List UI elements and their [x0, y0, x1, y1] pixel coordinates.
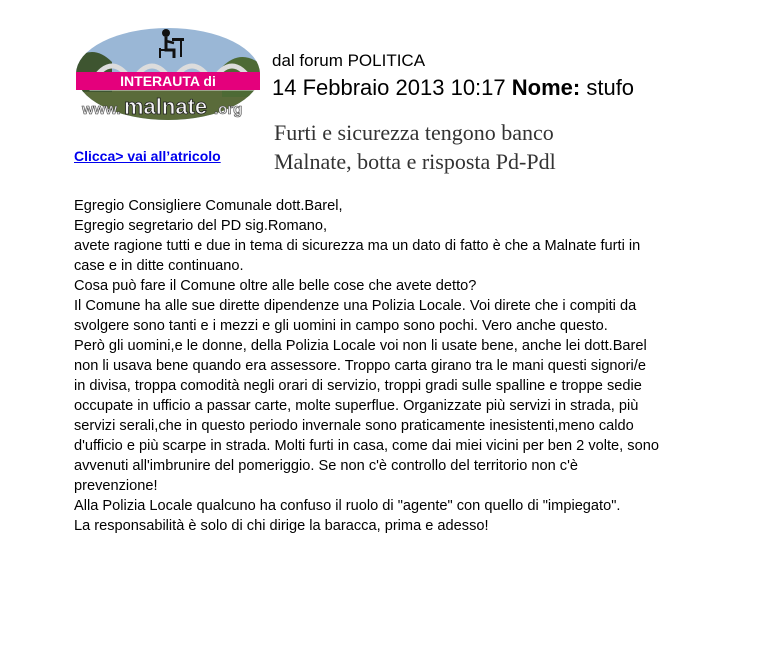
post-dateline: [272, 74, 634, 102]
body-line: servizi serali,che in questo periodo invernale sono praticamente inesistenti,meno caldo: [74, 418, 634, 434]
body-line: avete ragione tutti e due in tema di sicurezza ma un dato di fatto è che a Malnate furti in: [74, 238, 641, 254]
logo-site-prefix: www.: [82, 101, 121, 118]
body-line: Egregio Consigliere Comunale dott.Barel,: [74, 198, 343, 214]
body-line: Egregio segretario del PD sig.Romano,: [74, 218, 328, 234]
body-line: occupate in ufficio a passar carte, molte superflue. Organizzate più servizi in strada, più: [74, 398, 639, 414]
headline-line: Furti e sicurezza tengono banco: [274, 120, 554, 145]
headline-line: Malnate, botta e risposta Pd-Pdl: [274, 149, 556, 174]
body-line: non li usava bene quando era assessore. Troppo carta girano tra le mani questi signori/e: [74, 358, 646, 374]
body-line: Però gli uomini,e le donne, della Polizia Locale voi non li usate bene, anche lei dott.Barel: [74, 338, 647, 354]
body-line: avvenuti all'imbrunire del pomeriggio. Se non c'è controllo del territorio non c'è: [74, 458, 579, 474]
article-headline: [274, 118, 556, 176]
post-date: 14 Febbraio 2013 10:17: [272, 75, 506, 100]
body-line: prevenzione!: [74, 478, 158, 494]
body-line: La responsabilità è solo di chi dirige la baracca, prima e adesso!: [74, 518, 489, 534]
body-line: case e in ditte continuano.: [74, 258, 244, 274]
body-line: svolgere sono tanti e i mezzi e gli uomini in campo sono pochi. Vero anche questo.: [74, 318, 608, 334]
logo-site-suffix: .org: [214, 101, 243, 118]
body-line: d'ufficio e più scarpe in strada. Molti furti in casa, come dai miei vicini per ben 2 volte, sono: [74, 438, 659, 454]
post-body: [74, 196, 724, 536]
author-name: stufo: [586, 75, 635, 100]
body-line: Il Comune ha alle sue dirette dipendenze una Polizia Locale. Voi direte che i compiti da: [74, 298, 637, 314]
body-line: in divisa, troppa comodità negli orari di servizio, troppi gradi sulle spalline e troppe sedie: [74, 378, 642, 394]
article-link[interactable]: Clicca> vai all’atricolo: [74, 148, 221, 164]
author-label: Nome:: [511, 75, 581, 100]
body-line: Cosa può fare il Comune oltre alle belle cose che avete detto?: [74, 278, 477, 294]
logo-site-name: malnate: [124, 94, 208, 119]
logo-banner-text: INTERAUTA di: [120, 73, 216, 89]
body-line: Alla Polizia Locale qualcuno ha confuso il ruolo di "agente" con quello di "impiegato".: [74, 498, 621, 514]
forum-label: dal forum POLITICA: [272, 51, 426, 70]
site-logo: [72, 22, 264, 122]
